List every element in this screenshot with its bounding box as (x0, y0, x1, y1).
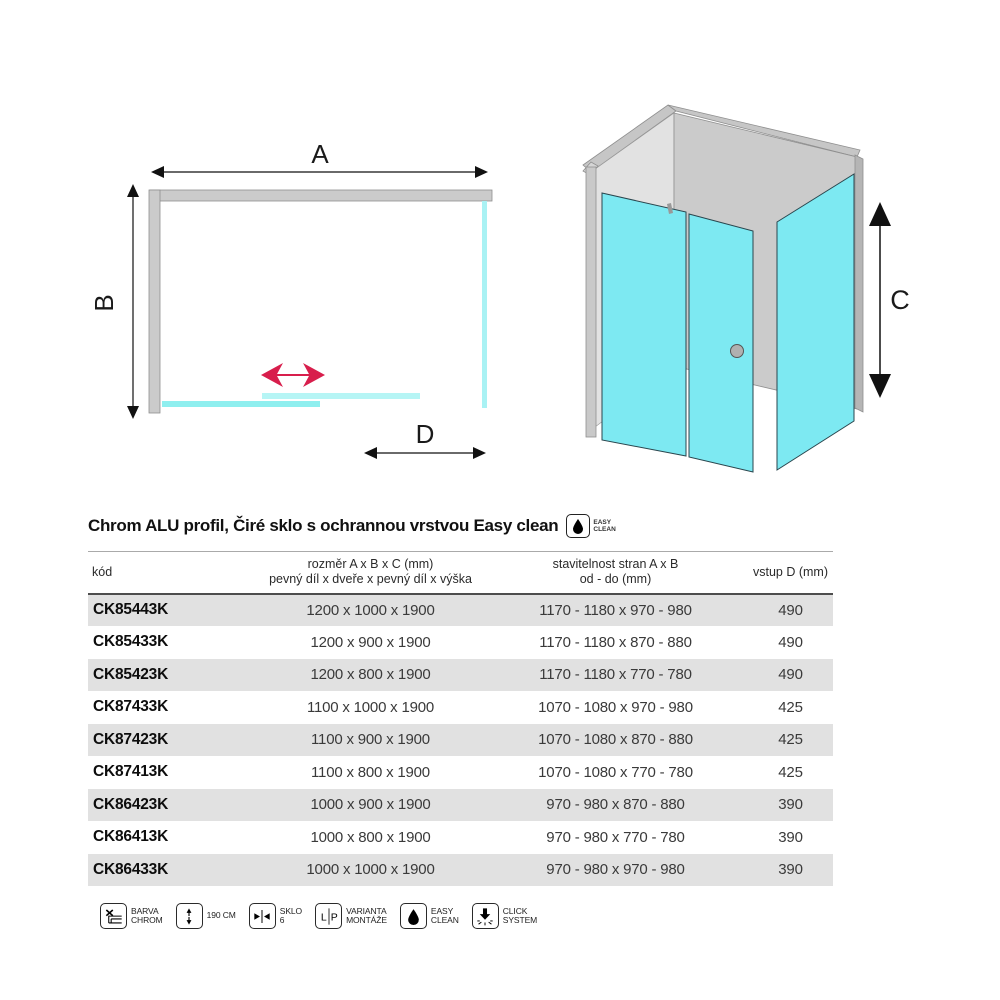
table-row (88, 691, 833, 724)
table-row (88, 724, 833, 757)
cell-product-code: CK85423K (93, 665, 169, 683)
dimension-c-label: C (890, 285, 910, 315)
cell-entry-width: 390 (778, 828, 803, 846)
height-190cm-icon (176, 903, 203, 929)
cell-entry-width: 490 (778, 633, 803, 651)
cell-product-code: CK86433K (93, 860, 169, 878)
plan-fixed-glass (162, 401, 320, 407)
easy-clean-badge-label (593, 519, 615, 534)
cell-dimensions: 1100 x 800 x 1900 (311, 763, 430, 781)
feature-label (346, 907, 387, 926)
spec-table-header (88, 552, 833, 594)
cell-dimensions: 1000 x 1000 x 1900 (306, 861, 435, 879)
plan-view-diagram (85, 130, 505, 475)
cell-entry-width: 425 (778, 731, 803, 749)
col-header-rozmer (258, 552, 483, 594)
feature-height-190cm (176, 903, 236, 929)
col-header-kod: kód (88, 552, 258, 594)
feature-label-line1: VARIANTA (346, 905, 387, 916)
title-row (88, 514, 616, 538)
cell-adjustability: 1070 - 1080 x 970 - 980 (538, 698, 693, 716)
cell-dimensions: 1200 x 800 x 1900 (310, 666, 431, 684)
iso-left-post (586, 167, 596, 437)
feature-click-system (472, 903, 537, 929)
col-header-rozmer-line2: pevný díl x dveře x pevný díl x výška (269, 572, 472, 587)
dimension-d-label: D (415, 419, 435, 449)
easy-clean-droplet-icon (400, 903, 427, 929)
feature-label (280, 907, 302, 926)
page-title: Chrom ALU profil, Čiré sklo s ochrannou vrstvou Easy clean (88, 516, 559, 535)
col-header-vstup: vstup D (mm) (748, 552, 833, 594)
feature-label-line2: CLEAN (430, 915, 459, 925)
cell-product-code: CK86413K (93, 828, 169, 846)
cell-entry-width: 425 (778, 698, 803, 716)
feature-label-line2: CHROM (131, 915, 163, 925)
table-row (88, 594, 833, 627)
table-row (88, 789, 833, 822)
cell-product-code: CK86423K (93, 795, 169, 813)
col-header-stavitelnost-line2: od - do (mm) (579, 572, 652, 587)
click-system-icon (472, 903, 499, 929)
feature-label-line1: EASY (430, 905, 454, 916)
cell-entry-width: 390 (778, 796, 803, 814)
glass-thickness-icon (249, 903, 276, 929)
cell-dimensions: 1100 x 900 x 1900 (311, 731, 430, 749)
cell-product-code: CK85433K (93, 633, 169, 651)
svg-text:P: P (330, 911, 338, 924)
table-row (88, 659, 833, 692)
feature-label-line2: 6 (279, 915, 285, 925)
cell-adjustability: 970 - 980 x 770 - 780 (546, 828, 685, 846)
cell-entry-width: 425 (778, 763, 803, 781)
table-row (88, 756, 833, 789)
dimension-a-label: A (311, 139, 329, 169)
badge-label-line2: CLEAN (593, 526, 616, 533)
slide-direction-arrow (261, 363, 325, 387)
cell-entry-width: 390 (778, 861, 803, 879)
plan-side-glass (482, 201, 487, 408)
cell-dimensions: 1000 x 800 x 1900 (310, 828, 431, 846)
cell-dimensions: 1100 x 1000 x 1900 (306, 698, 435, 716)
cell-product-code: CK87423K (93, 730, 169, 748)
feature-label-line1: CLICK (502, 905, 528, 916)
feature-easy-clean (400, 903, 459, 929)
col-header-rozmer-line1: rozměr A x B x C (mm) (307, 557, 434, 572)
cell-adjustability: 970 - 980 x 870 - 880 (546, 796, 685, 814)
cell-entry-width: 490 (778, 601, 803, 619)
easy-clean-badge (566, 514, 615, 538)
table-row (88, 821, 833, 854)
feature-label (207, 911, 236, 921)
cell-dimensions: 1200 x 900 x 1900 (310, 633, 431, 651)
isometric-view-diagram (555, 95, 935, 505)
cell-adjustability: 1070 - 1080 x 770 - 780 (538, 763, 693, 781)
dimension-c-arrow (869, 202, 891, 398)
plan-wall-top (150, 190, 492, 201)
feature-label (431, 907, 459, 926)
dimension-b-arrow (127, 184, 139, 419)
feature-label-line2: MONTÁŽE (346, 915, 387, 925)
iso-right-post (855, 155, 863, 412)
feature-label-line1: SKLO (279, 905, 303, 916)
cell-product-code: CK87413K (93, 763, 169, 781)
iso-fixed-glass-panel (602, 193, 686, 456)
badge-label-line1: EASY (593, 518, 612, 526)
svg-text:L: L (320, 911, 327, 924)
plan-wall-left (149, 190, 160, 413)
cell-entry-width: 490 (778, 666, 803, 684)
cell-adjustability: 1170 - 1180 x 770 - 780 (539, 666, 692, 684)
cell-product-code: CK87433K (93, 698, 169, 716)
spec-table-body (88, 594, 833, 887)
cell-adjustability: 1170 - 1180 x 870 - 880 (539, 633, 692, 651)
col-header-stavitelnost (483, 552, 748, 594)
feature-label-line2: SYSTEM (502, 915, 538, 925)
cell-adjustability: 970 - 980 x 970 - 980 (546, 861, 685, 879)
cell-adjustability: 1170 - 1180 x 970 - 980 (539, 601, 692, 619)
feature-strip (100, 903, 537, 929)
feature-label (131, 907, 163, 926)
iso-side-glass-panel (777, 174, 854, 470)
feature-sklo-6 (249, 903, 302, 929)
feature-varianta-montaze (315, 903, 387, 929)
chrome-profile-icon (100, 903, 127, 929)
droplet-icon (566, 514, 590, 538)
feature-label (503, 907, 537, 926)
iso-door-glass-panel (689, 214, 753, 472)
spec-table (88, 551, 833, 886)
cell-product-code: CK85443K (93, 601, 169, 619)
mounting-variant-icon (315, 903, 342, 929)
table-row (88, 626, 833, 659)
dimension-b-label: B (89, 294, 119, 312)
feature-barva-chrom (100, 903, 163, 929)
cell-dimensions: 1000 x 900 x 1900 (310, 796, 431, 814)
feature-label-line1: BARVA (131, 905, 159, 916)
cell-dimensions: 1200 x 1000 x 1900 (306, 601, 435, 619)
cell-adjustability: 1070 - 1080 x 870 - 880 (538, 731, 693, 749)
plan-door-glass (262, 393, 420, 399)
col-header-stavitelnost-line1: stavitelnost stran A x B (552, 557, 679, 572)
table-row (88, 854, 833, 887)
feature-label-line1: 190 CM (206, 910, 236, 921)
iso-door-handle (731, 345, 744, 358)
